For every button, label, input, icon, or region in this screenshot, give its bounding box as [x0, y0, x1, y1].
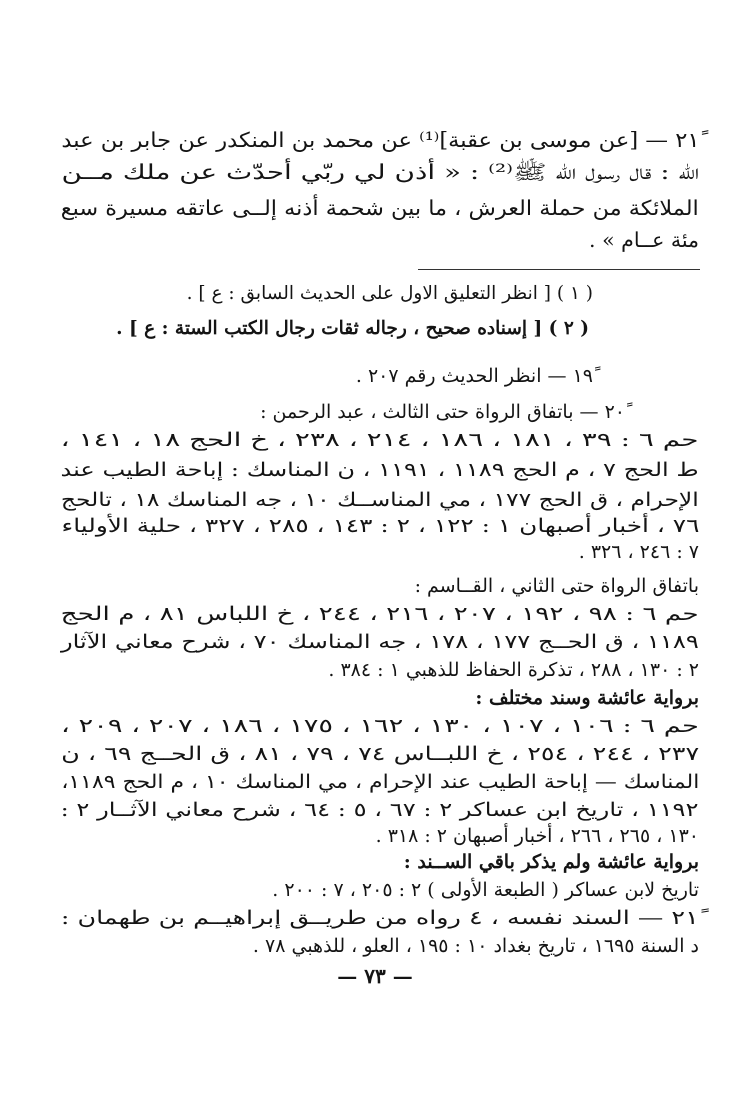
- note-line: الإحرام ، ق الحج ١٧٧ ، مي المناســك ١٠ ، جه المناسك ١٨ ، تالحج: [61, 489, 699, 511]
- note-line: د السنة ١٦٩٥ ، تاريخ بغداد ١٠ : ١٩٥ ، العلو ، للذهبي ٧٨ .: [252, 935, 699, 957]
- note-line: ط الحج ٧ ، م الحج ١١٨٩ ، ١١٩١ ، ن المناسك : إباحة الطيب عند: [60, 459, 699, 481]
- note-line: ٧٦ ، أخبار أصبهان ١ : ١٢٢ ، ٢ : ١٤٣ ، ٢٨٥ ، ٣٢٧ ، حلية الأولياء: [61, 515, 699, 537]
- hadith-line: الملائكة من حملة العرش ، ما بين شحمة أذنه إلــى عاتقه مسيرة سبع: [60, 196, 699, 220]
- note-line: حم ٦ : ٩٨ ، ١٩٢ ، ٢٠٧ ، ٢١٦ ، ٢٤٤ ، خ اللباس ٨١ ، م الحج: [61, 603, 699, 625]
- note-line: المناسك — إباحة الطيب عند الإحرام ، مي المناسك ١٠ ، م الحج ١١٨٩،: [61, 771, 699, 793]
- note-line: ١١٩٢ ، تاريخ ابن عساكر ٢ : ٦٧ ، ٥ : ٦٤ ، شرح معاني الآثــار ٢ :: [61, 799, 699, 821]
- note-line: ٧ : ٢٤٦ ، ٣٢٦ .: [578, 541, 699, 563]
- note-21-heading: ٢١ً — السند نفسه ، ٤ رواه من طريــق إبراهيــم بن طهمان :: [61, 907, 699, 929]
- hadith-line: الله : قال رسول الله ﷺ⁽²⁾ : « أذن لي ربّي أحدّث عن ملك مــن: [61, 160, 699, 184]
- hadith-line: ٢١ً — [عن موسى بن عقبة]⁽¹⁾ عن محمد بن المنكدر عن جابر بن عبد: [60, 128, 699, 152]
- hadith-line: مئة عــام » .: [589, 228, 699, 252]
- note-20-heading: ٢٠ً — باتفاق الرواة حتى الثالث ، عبد الرحمن :: [260, 401, 625, 423]
- note-line: تاريخ لابن عساكر ( الطبعة الأولى ) ٢ : ٢٠٥ ، ٧ : ٢٠٠ .: [272, 879, 699, 901]
- note-line: ١١٨٩ ، ق الحــج ١٧٧ ، ١٧٨ ، جه المناسك ٧٠ ، شرح معاني الآثار: [61, 631, 699, 653]
- note-line: حم ٦ : ٣٩ ، ١٨١ ، ١٨٦ ، ٢١٤ ، ٢٣٨ ، خ الحج ١٨ ، ١٤١ ،: [61, 429, 699, 451]
- note-line: ٢ : ١٣٠ ، ٢٨٨ ، تذكرة الحفاظ للذهبي ١ : ٣٨٤ .: [328, 659, 699, 681]
- note-subheading: باتفاق الرواة حتى الثاني ، القــاسم :: [414, 575, 699, 597]
- footnote-1: ( ١ ) [ انظر التعليق الاول على الحديث السابق : ع ] .: [186, 283, 593, 304]
- footnote-2: ( ٢ ) [ إسناده صحيح ، رجاله ثقات رجال الكتب الستة : ع ] .: [116, 318, 589, 339]
- note-19: ١٩ً — انظر الحديث رقم ٢٠٧ .: [355, 365, 593, 387]
- note-line: ١٣٠ ، ٢٦٥ ، ٢٦٦ ، أخبار أصبهان ٢ : ٣١٨ .: [375, 825, 699, 847]
- footnote-separator: [418, 269, 700, 270]
- page-number: — ٧٣ —: [337, 964, 413, 988]
- note-line: ٢٣٧ ، ٢٤٤ ، ٢٥٤ ، خ اللبــاس ٧٤ ، ٧٩ ، ٨١ ، ق الحــج ٦٩ ، ن: [60, 743, 699, 765]
- note-subheading: برواية عائشة وسند مختلف :: [475, 687, 699, 709]
- note-subheading: برواية عائشة ولم يذكر باقي الســند :: [403, 851, 699, 873]
- note-line: حم ٦ : ١٠٦ ، ١٠٧ ، ١٣٠ ، ١٦٢ ، ١٧٥ ، ١٨٦ ، ٢٠٧ ، ٢٠٩ ،: [61, 715, 699, 737]
